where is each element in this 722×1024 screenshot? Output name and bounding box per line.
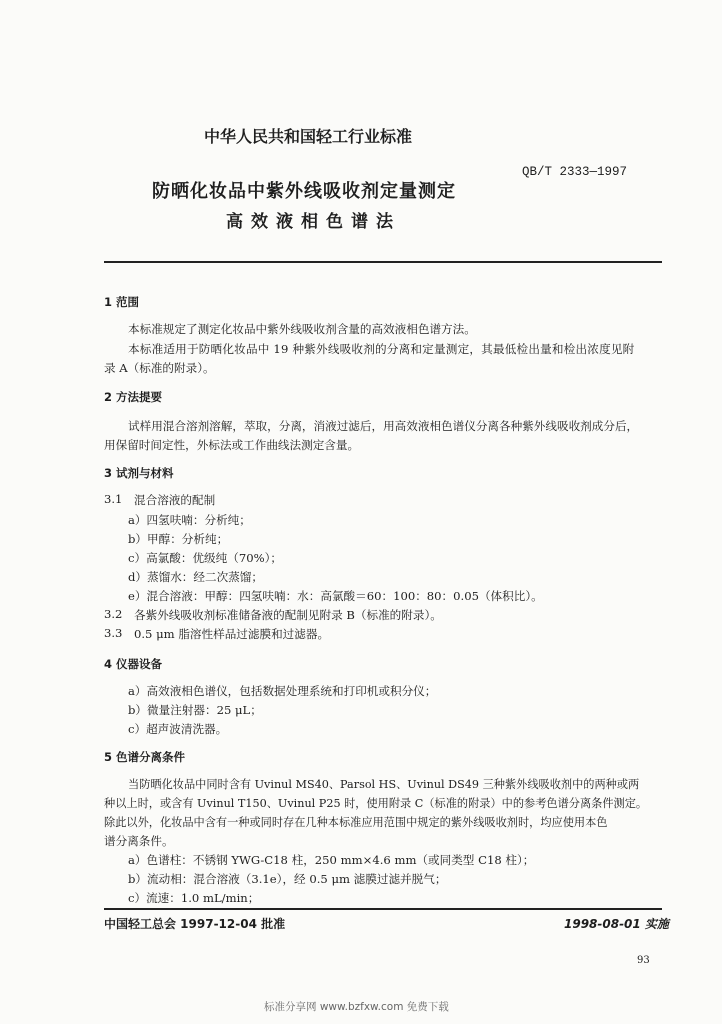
list-item: a）高效液相色谱仪，包括数据处理系统和打印机或积分仪； [128, 684, 437, 698]
section-3-1-number: 3.1 [104, 492, 123, 506]
section-3-2-text: 各紫外线吸收剂标准储备液的配制见附录 B（标准的附录）。 [134, 608, 442, 622]
document-title: 防晒化妆品中紫外线吸收剂定量测定 [152, 181, 456, 202]
section-5-heading: 5 色谱分离条件 [104, 750, 186, 764]
list-item: a）色谱柱：不锈钢 YWG-C18 柱，250 mm×4.6 mm（或同类型 C18 柱）； [128, 853, 535, 867]
section-2-para-1: 试样用混合溶剂溶解，萃取，分离，消液过滤后，用高效液相色谱仪分离各种紫外线吸收剂成分后， [128, 419, 639, 433]
footer-divider [104, 908, 662, 910]
section-3-3-number: 3.3 [104, 626, 123, 640]
list-item: c）流速：1.0 mL/min； [128, 891, 260, 905]
section-5-para-1-cont: 除此以外，化妆品中含有一种或同时存在几种本标准应用范围中规定的紫外线吸收剂时，均应使用本色 [104, 816, 608, 829]
watermark: 标准分享网 www.bzfxw.com 免费下载 [264, 1001, 449, 1013]
list-item: e）混合溶液：甲醇：四氢呋喃：水：高氯酸＝60：100：80：0.05（体积比）。 [128, 589, 543, 603]
section-3-2-number: 3.2 [104, 607, 123, 621]
section-3-3-text: 0.5 μm 脂溶性样品过滤膜和过滤器。 [134, 627, 330, 641]
section-5-para-1-cont: 种以上时，或含有 Uvinul T150、Uvinul P25 时，使用附录 C（标准的附录）中的参考色谱分离条件测定。 [104, 797, 648, 810]
list-item: c）超声波清洗器。 [128, 722, 228, 736]
section-1-heading: 1 范围 [104, 295, 140, 309]
list-item: b）甲醇：分析纯； [128, 532, 229, 546]
list-item: d）蒸馏水：经二次蒸馏； [128, 570, 263, 584]
section-5-para-1: 当防晒化妆品中同时含有 Uvinul MS40、Parsol HS、Uvinul DS49 三种紫外线吸收剂中的两种或两 [128, 778, 640, 791]
list-item: b）微量注射器：25 μL； [128, 703, 262, 717]
standard-code: QB/T 2333—1997 [522, 165, 628, 179]
list-item: c）高氯酸：优级纯（70%）； [128, 551, 282, 565]
section-5-para-1-cont: 谱分离条件。 [104, 834, 174, 848]
implementation-date: 1998-08-01 实施 [564, 917, 669, 931]
section-1-para-2: 本标准适用于防晒化妆品中 19 种紫外线吸收剂的分离和定量测定，其最低检出量和检出浓度见附 [128, 342, 635, 356]
list-item: a）四氢呋喃：分析纯； [128, 513, 251, 527]
page-number: 93 [637, 955, 650, 966]
section-3-1-title: 混合溶液的配制 [134, 493, 216, 507]
section-3-heading: 3 试剂与材料 [104, 466, 174, 480]
section-1-para-1: 本标准规定了测定化妆品中紫外线吸收剂含量的高效液相色谱方法。 [128, 322, 476, 336]
list-item: b）流动相：混合溶液（3.1e），经 0.5 μm 滤膜过滤并脱气； [128, 872, 447, 886]
header-divider [104, 261, 662, 263]
section-1-para-2-cont: 录 A（标准的附录）。 [104, 361, 215, 375]
section-2-para-1-cont: 用保留时间定性，外标法或工作曲线法测定含量。 [104, 438, 360, 452]
document-subtitle: 高效液相色谱法 [226, 212, 401, 232]
issuer-title: 中华人民共和国轻工行业标准 [204, 127, 413, 146]
approval-date: 中国轻工总会 1997-12-04 批准 [104, 917, 286, 931]
section-4-heading: 4 仪器设备 [104, 657, 163, 671]
section-2-heading: 2 方法提要 [104, 390, 163, 404]
